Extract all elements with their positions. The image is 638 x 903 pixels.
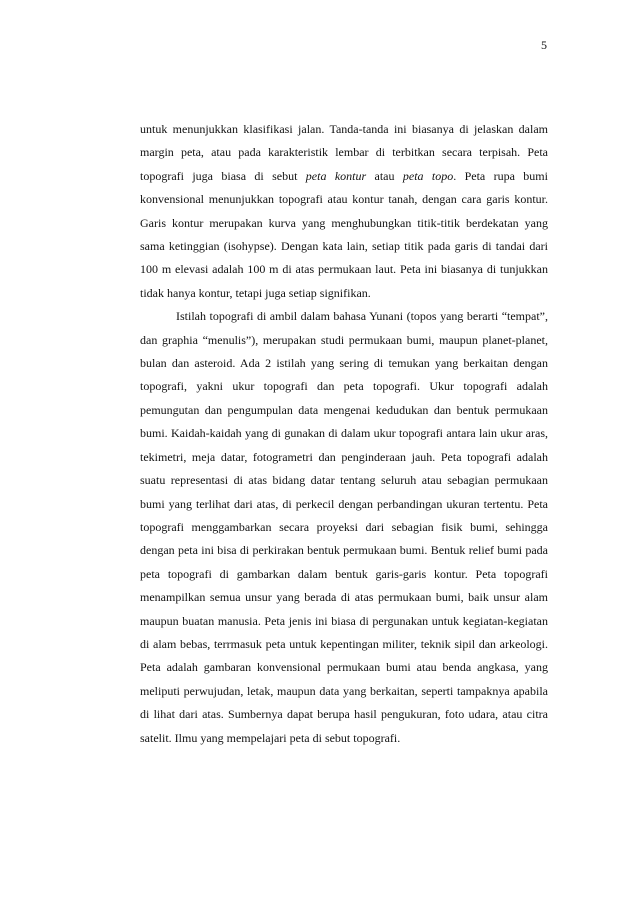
- document-body: [140, 118, 548, 750]
- paragraph-1: [140, 118, 548, 305]
- paragraph-1-segment: atau: [366, 168, 403, 183]
- page-number: 5: [541, 38, 547, 52]
- paragraph-1-segment: . Peta rupa bumi konvensional menunjukkan topografi atau kontur tanah, dengan cara garis kontur. Garis kontur merupakan kurva yang menghubungkan titik-titik berdekatan yang sama ketinggian (isohypse). Dengan kata lain, setiap titik pada garis di tandai dari 100 m elevasi adalah 100 m di atas permukaan laut. Peta ini biasanya di tunjukkan tidak hanya kontur, tetapi juga setiap signifikan.: [140, 168, 548, 300]
- paragraph-1-segment: untuk menunjukkan klasifikasi jalan. Tanda-tanda ini biasanya di jelaskan dalam margin peta, atau pada karakteristik lembar di terbitkan secara terpisah. Peta topografi juga biasa di sebut: [140, 122, 548, 183]
- paragraph-2: Istilah topografi di ambil dalam bahasa Yunani (topos yang berarti “tempat”, dan graphia “menulis”), merupakan studi permukaan bumi, maupun planet-planet, bulan dan asteroid. Ada 2 istilah yang sering di temukan yang berkaitan dengan topografi, yakni ukur topografi dan peta topografi. Ukur topografi adalah pemungutan dan pengumpulan data mengenai kedudukan dan bentuk permukaan bumi. Kaidah-kaidah yang di gunakan di dalam ukur topografi antara lain ukur aras, tekimetri, meja datar, fotogrametri dan penginderaan jauh. Peta topografi adalah suatu representasi di atas bidang datar tentang seluruh atau sebagian permukaan bumi yang terlihat dari atas, di perkecil dengan perbandingan ukuran tertentu. Peta topografi menggambarkan secara proyeksi dari sebagian fisik bumi, sehingga dengan peta ini bisa di perkirakan bentuk permukaan bumi. Bentuk relief bumi pada peta topografi di gambarkan dalam bentuk garis-garis kontur. Peta topografi menampilkan semua unsur yang berada di atas permukaan bumi, baik unsur alam maupun buatan manusia. Peta jenis ini biasa di pergunakan untuk kegiatan-kegiatan di alam bebas, terrmasuk peta untuk kepentingan militer, teknik sipil dan arkeologi. Peta adalah gambaran konvensional permukaan bumi atau benda angkasa, yang meliputi perwujudan, letak, maupun data yang berkaitan, seperti tampaknya apabila di lihat dari atas. Sumbernya dapat berupa hasil pengukuran, foto udara, atau citra satelit. Ilmu yang mempelajari peta di sebut topografi.: [140, 309, 548, 745]
- term-peta-topo: peta topo: [402, 168, 454, 183]
- term-peta-kontur: peta kontur: [305, 168, 367, 183]
